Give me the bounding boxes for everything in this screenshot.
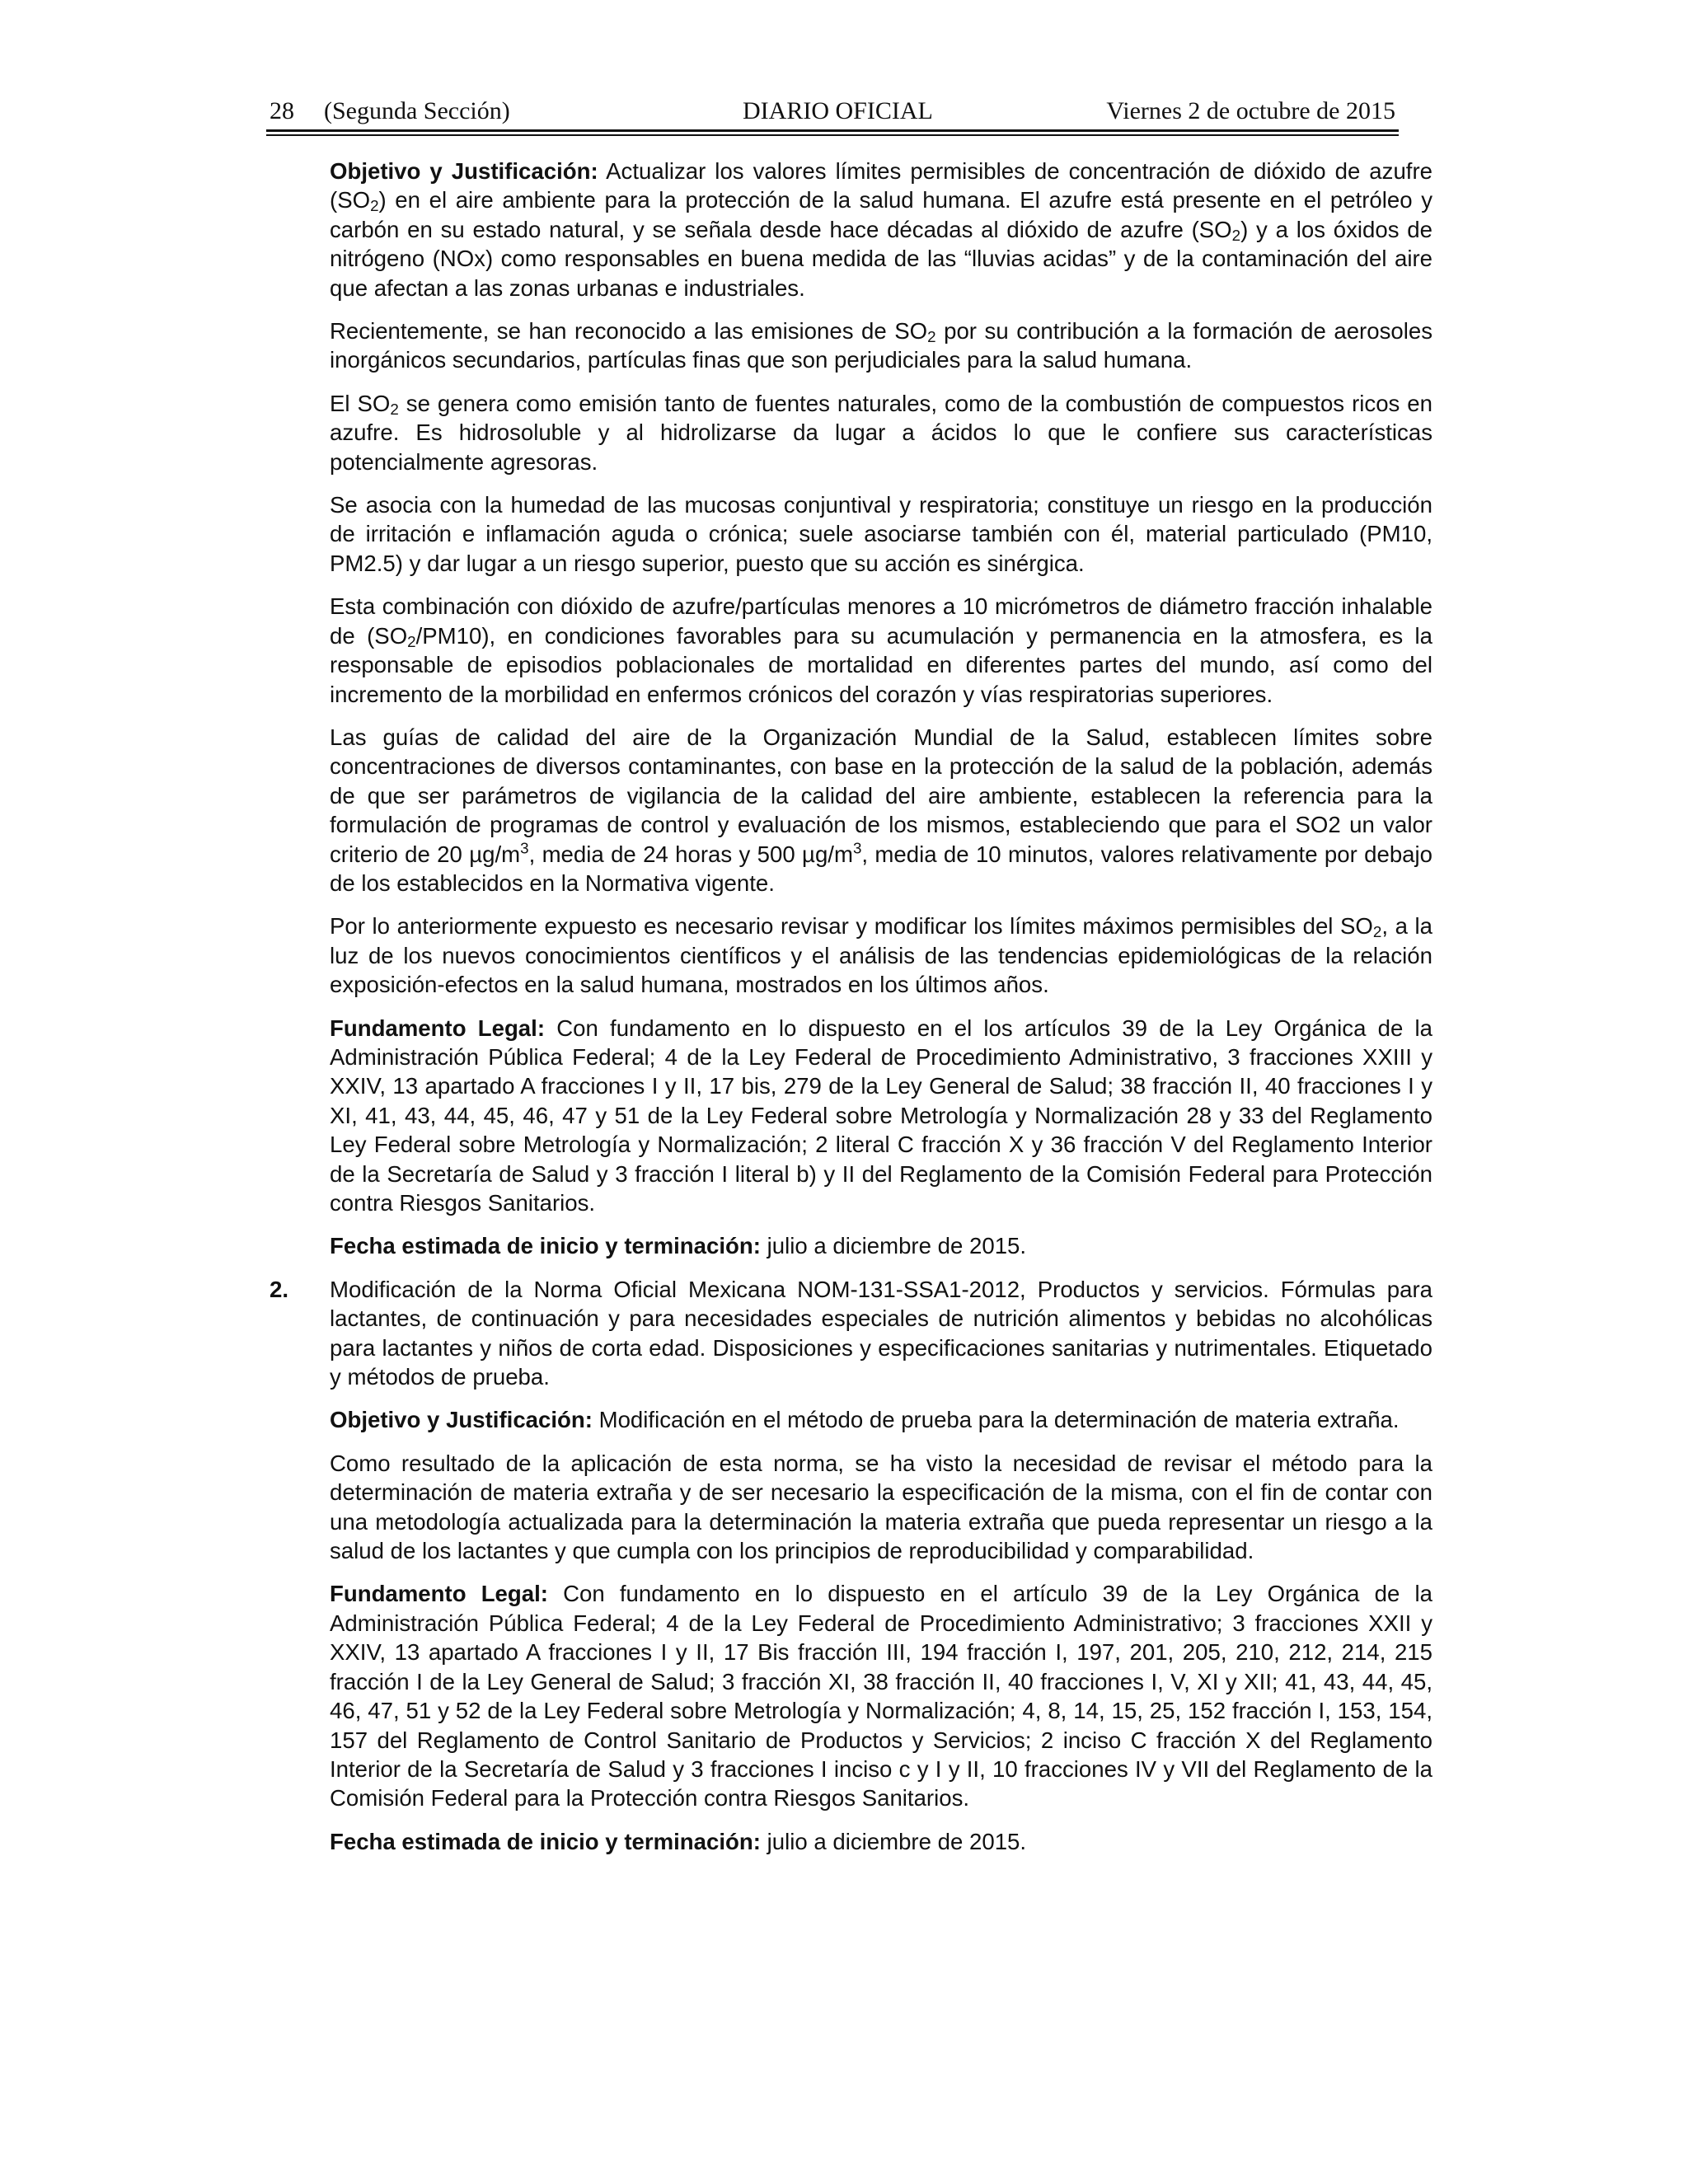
page-header xyxy=(266,92,1399,130)
objetivo-label: Objetivo y Justificación: xyxy=(330,158,598,184)
header-rule-thick xyxy=(266,129,1399,132)
item-number: 2. xyxy=(270,1276,289,1302)
header-rule-thin xyxy=(266,134,1399,136)
fundamento-paragraph: Fundamento Legal: Con fundamento en lo dispuesto en el los artículos 39 de la Ley Orgánica de la Administración Pública Federal; 4 de la Ley Federal de Procedimiento Administrativo, 3 fracciones XXIII y XXIV, 13 apartado A fracciones I y II, 17 bis, 279 de la Ley General de Salud; 38 fracción II, 40 fracciones I y XI, 41, 43, 44, 45, 46, 47 y 51 de la Ley Federal sobre Metrología y Normalización 28 y 33 del Reglamento Ley Federal sobre Metrología y Normalización; 2 literal C fracción X y 36 fracción V del Reglamento Interior de la Secretaría de Salud y 3 fracción I literal b) y II del Reglamento de la Comisión Federal para Protección contra Riesgos Sanitarios. xyxy=(330,1015,1432,1216)
fundamento-label: Fundamento Legal: xyxy=(330,1015,546,1041)
paragraph: Por lo anteriormente expuesto es necesario revisar y modificar los límites máximos permisibles del $SO_2$, a la luz de los nuevos conocimientos científicos y el análisis de las tendencias epidemiológicas de la relación exposición-efectos en la salud humana, mostrados en los últimos años. xyxy=(330,913,1433,998)
fecha-paragraph: Fecha estimada de inicio y terminación: julio a diciembre de 2015. xyxy=(330,1233,1027,1259)
section-label: (Segunda Sección) xyxy=(324,97,510,124)
paragraph: Se asocia con la humedad de las mucosas conjuntival y respiratoria; constituye un riesgo en la producción de irritación e inflamación aguda o crónica; suele asociarse también con él, material particulado (PM10, PM2.5) y dar lugar a un riesgo superior, puesto que su acción es sinérgica. xyxy=(330,492,1432,576)
fundamento-label: Fundamento Legal: xyxy=(330,1581,548,1607)
document-body xyxy=(270,157,1433,1870)
paragraph: Recientemente, se han reconocido a las emisiones de $SO_2$ por su contribución a la formación de aerosoles inorgánicos secundarios, partículas finas que son perjudiciales para la salud humana. xyxy=(330,318,1432,373)
item-title: Modificación de la Norma Oficial Mexicana NOM-131-SSA1-2012, Productos y servicios. Fórmulas para lactantes, de continuación y para necesidades especiales de nutrición alimentos y bebidas no alcohólicas para lactantes y niños de corta edad. Disposiciones y especificaciones sanitarias y nutrimentales. Etiquetado y métodos de prueba. xyxy=(330,1276,1432,1390)
fecha-label: Fecha estimada de inicio y terminación: xyxy=(330,1233,761,1259)
numbered-item xyxy=(270,1275,1432,1392)
fundamento-paragraph: Fundamento Legal: Con fundamento en lo dispuesto en el artículo 39 de la Ley Orgánica de la Administración Pública Federal; 4 de la Ley Federal de Procedimiento Administrativo; 3 fracciones XXII y XXIV, 13 apartado A fracciones I y II, 17 Bis fracción III, 194 fracción I, 197, 201, 205, 210, 212, 214, 215 fracción I de la Ley General de Salud; 3 fracción XI, 38 fracción II, 40 fracciones I, V, XI y XII; 41, 43, 44, 45, 46, 47, 51 y 52 de la Ley Federal sobre Metrología y Normalización; 4, 8, 14, 15, 25, 152 fracción I, 153, 154, 157 del Reglamento de Control Sanitario de Productos y Servicios; 2 inciso C fracción X del Reglamento Interior de la Secretaría de Salud y 3 fracciones I inciso c y I y II, 10 fracciones IV y VII del Reglamento de la Comisión Federal para la Protección contra Riesgos Sanitarios. xyxy=(330,1581,1432,1811)
paragraph: Esta combinación con dióxido de azufre/partículas menores a 10 micrómetros de diámetro fracción inhalable de $(SO_2/PM10)$, en condiciones favorables para su acumulación y permanencia en la atmosfera, es la responsable de episodios poblacionales de mortalidad en diferentes partes del mundo, así como del incremento de la morbilidad en enfermos crónicos del corazón y vías respiratorias superiores. xyxy=(330,593,1433,707)
objetivo-paragraph: Objetivo y Justificación: Actualizar los valores límites permisibles de concentración de dióxido de azufre $(SO_2)$ en el aire ambiente para la protección de la salud humana. El azufre está presente en el petróleo y carbón en su estado natural, y se señala desde hace décadas al dióxido de azufre $(SO_2)$ y a los óxidos de nitrógeno (NOx) como responsables en buena medida de las “lluvias acidas” y de la contaminación del aire que afectan a las zonas urbanas e industriales. xyxy=(330,158,1432,301)
publication-date: Viernes 2 de octubre de 2015 xyxy=(1106,97,1395,124)
fecha-label: Fecha estimada de inicio y terminación: xyxy=(330,1828,761,1854)
publication-title: DIARIO OFICIAL xyxy=(743,97,933,124)
paragraph: Como resultado de la aplicación de esta norma, se ha visto la necesidad de revisar el método para la determinación de materia extraña y de ser necesario la especificación de la misma, con el fin de contar con una metodología actualizada para la determinación la materia extraña que pueda representar un riesgo a la salud de los lactantes y que cumpla con los principios de reproducibilidad y comparabilidad. xyxy=(330,1450,1432,1564)
paragraph: Las guías de calidad del aire de la Organización Mundial de la Salud, establecen límites sobre concentraciones de diversos contaminantes, con base en la protección de la salud de la población, además de que ser parámetros de vigilancia de la calidad del aire ambiente, establecen la referencia para la formulación de programas de control y evaluación de los mismos, estableciendo que para el SO2 un valor criterio de 20 $\mu g/m^3$, media de 24 horas y 500 $\mu g/m^3$, media de 10 minutos, valores relativamente por debajo de los establecidos en la Normativa vigente. xyxy=(330,724,1432,896)
page-number: 28 xyxy=(270,97,294,124)
objetivo-label: Objetivo y Justificación: xyxy=(330,1407,593,1433)
paragraph: El $SO_2$ se genera como emisión tanto de fuentes naturales, como de la combustión de compuestos ricos en azufre. Es hidrosoluble y al hidrolizarse da lugar a ácidos lo que le confiere sus características potencialmente agresoras. xyxy=(330,390,1433,475)
objetivo-paragraph: Objetivo y Justificación: Modificación en el método de prueba para la determinación de materia extraña. xyxy=(330,1407,1400,1433)
fecha-paragraph: Fecha estimada de inicio y terminación: julio a diciembre de 2015. xyxy=(330,1828,1027,1854)
